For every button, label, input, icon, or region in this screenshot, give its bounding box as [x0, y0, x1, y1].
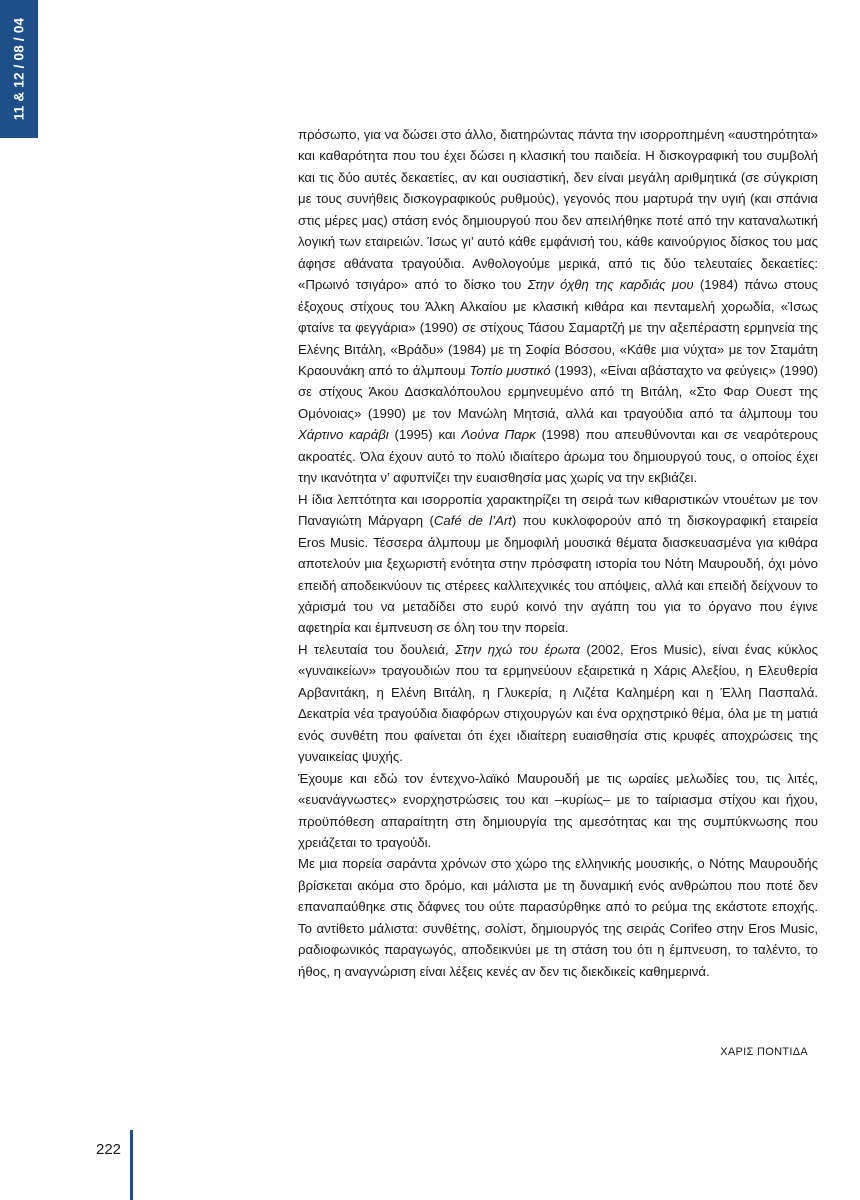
text-run: πρόσωπο, για να δώσει στο άλλο, διατηρώντας πάντα την ισορροπημένη «αυστηρότητα» και καθαρότητα που του έχει δώσει η κλασική του παιδεία. Η δισκογραφική του συμβολή και τις δύο αυτές δεκαετίες, αν και ουσιαστική, δεν είναι μεγάλη αριθμητικά (σε σύγκριση με τους συνήθεις δισκογραφικούς ρυθμούς), γεγονός που μαρτυρά την υγιή (και σπάνια στις μέρες μας) στάση ενός δημιουργού που δεν απειλήθηκε ποτέ από την καταναλωτική λογική των εταιρειών. Ίσως γι’ αυτό κάθε εμφάνισή του, κάθε καινούργιος δίσκος του μας άφησε αθάνατα τραγούδια. Ανθολογούμε μερικά, από τις δύο τελευταίες δεκαετίες: «Πρωινό τσιγάρο» από το δίσκο του	[298, 127, 818, 293]
text-run: (2002, Eros Music), είναι ένας κύκλος «γυναικείων» τραγουδιών που τα ερμηνεύουν εξαιρετικά η Χάρις Αλεξίου, η Ελευθερία Αρβανιτάκη, η Ελένη Βιτάλη, η Γλυκερία, η Λιζέτα Καλημέρη και η Έλλη Πασπαλά. Δεκατρία νέα τραγούδια διαφόρων στιχουργών και ένα ορχηστρικό θέμα, όλα με τη ματιά ενός συνθέτη που φαίνεται ότι έχει ιδιαίτερη ευαισθησία στις κρυφές αποχρώσεις της γυναικείας ψυχής.	[298, 641, 818, 765]
article-paragraph	[298, 124, 818, 489]
text-run: (1993), «Είναι αβάσταχτο να φεύγεις» (1990) σε στίχους Άκου Δασκαλόπουλου ερμηνευμένο από τη Βιτάλη, «Στο Φαρ Ουεστ της Ομόνοιας» (1990) με τον Μανώλη Μητσιά, αλλά και τραγούδια από τα άλμπουμ του	[298, 362, 819, 421]
article-body	[298, 124, 818, 982]
article-paragraph	[298, 639, 818, 768]
text-run: ) που κυκλοφορούν από τη δισκογραφική εταιρεία Eros Music. Τέσσερα άλμπουμ με δημοφιλή μουσικά θέματα διασκευασμένα για κιθάρα αποτελούν μια ξεχωριστή ενότητα στην πρόσφατη ιστορία του Νότη Μαυρουδή, όχι μόνο επειδή αποδεικνύουν τις στέρεες καλλιτεχνικές του απόψεις, αλλά και επειδή δείχνουν το χάρισμά του να μεταδίδει στο ευρύ κοινό την αγάπη του για το όργανο που έγινε αφετηρία και έμπνευση σε όλη του την πορεία.	[298, 513, 818, 636]
author-signature: ΧΑΡΙΣ ΠΟΝΤΙΔΑ	[720, 1046, 808, 1058]
text-run: (1984) πάνω στους έξοχους στίχους του Άλκη Αλκαίου με κλασική κιθάρα και πενταμελή χορωδία, «Ίσως φταίνε τα φεγγάρια» (1990) σε στίχους Τάσου Σαμαρτζή με την αξεπέραστη ερμηνεία της Ελένης Βιτάλη, «Βράδυ» (1984) με τη Σοφία Βόσσου, «Κάθε μια νύχτα» με τον Σταμάτη Κραουνάκη από το άλμπουμ	[298, 277, 818, 378]
article-paragraph	[298, 768, 818, 854]
text-run: Η ίδια λεπτότητα και ισορροπία χαρακτηρίζει τη σειρά των κιθαριστικών ντουέτων με τον Παναγιώτη Μάργαρη (	[298, 491, 818, 529]
page-number-rule	[130, 1130, 133, 1200]
italic-title: Χάρτινο καράβι	[298, 427, 389, 443]
article-paragraph	[298, 489, 818, 639]
italic-title: Café de l’Art	[433, 513, 512, 529]
text-run: Με μια πορεία σαράντα χρόνων στο χώρο της ελληνικής μουσικής, ο Νότης Μαυρουδής βρίσκεται ακόμα στο δρόμο, και μάλιστα με τη δυναμική ενός ανθρώπου που ποτέ δεν επαναπαύθηκε στις δάφνες του ούτε παρασύρθηκε από το ρεύμα της εκάστοτε εποχής. Το αντίθετο μάλιστα: συνθέτης, σολίστ, δημιουργός της σειράς Corifeo στην Eros Music, ραδιοφωνικός παραγωγός, αποδεικνύει με τη στάση του ότι η έμπνευση, το ταλέντο, το ήθος, η αναγνώριση είναι λέξεις κενές αν δεν τις διεκδικείς καθημερινά.	[298, 856, 818, 979]
text-run: Έχουμε και εδώ τον έντεχνο-λαϊκό Μαυρουδή με τις ωραίες μελωδίες του, τις λιτές, «ευανάγνωστες» ενορχηστρώσεις του και –κυρίως– με το ταίριασμα στίχου και ήχου, προϋπόθεση απαραίτητη στη δημιουργία της αμεσότητας και της συμπύκνωσης που χρειάζεται το τραγούδι.	[298, 770, 818, 850]
italic-title: Στην όχθη της καρδιάς μου	[527, 277, 694, 293]
italic-title: Τοπίο μυστικό	[469, 362, 551, 378]
italic-title: Στην ηχώ του έρωτα	[455, 641, 580, 657]
text-run: (1995) και	[388, 427, 462, 443]
text-run: (1998) που απευθύνονται και σε νεαρότερους ακροατές. Όλα έχουν αυτό το πολύ ιδιαίτερο άρωμα του δημιουργού τους, ο οποίος έχει την ικανότητα ν’ αφυπνίζει την ευαισθησία μας χωρίς να την εκβιάζει.	[298, 427, 819, 486]
article-paragraph	[298, 853, 818, 982]
italic-title: Λούνα Παρκ	[461, 427, 536, 443]
date-tab	[0, 0, 38, 138]
page-number: 222	[96, 1141, 122, 1158]
issue-date: 11 & 12 / 08 / 04	[11, 17, 27, 121]
text-run: Η τελευταία του δουλειά,	[298, 641, 456, 657]
